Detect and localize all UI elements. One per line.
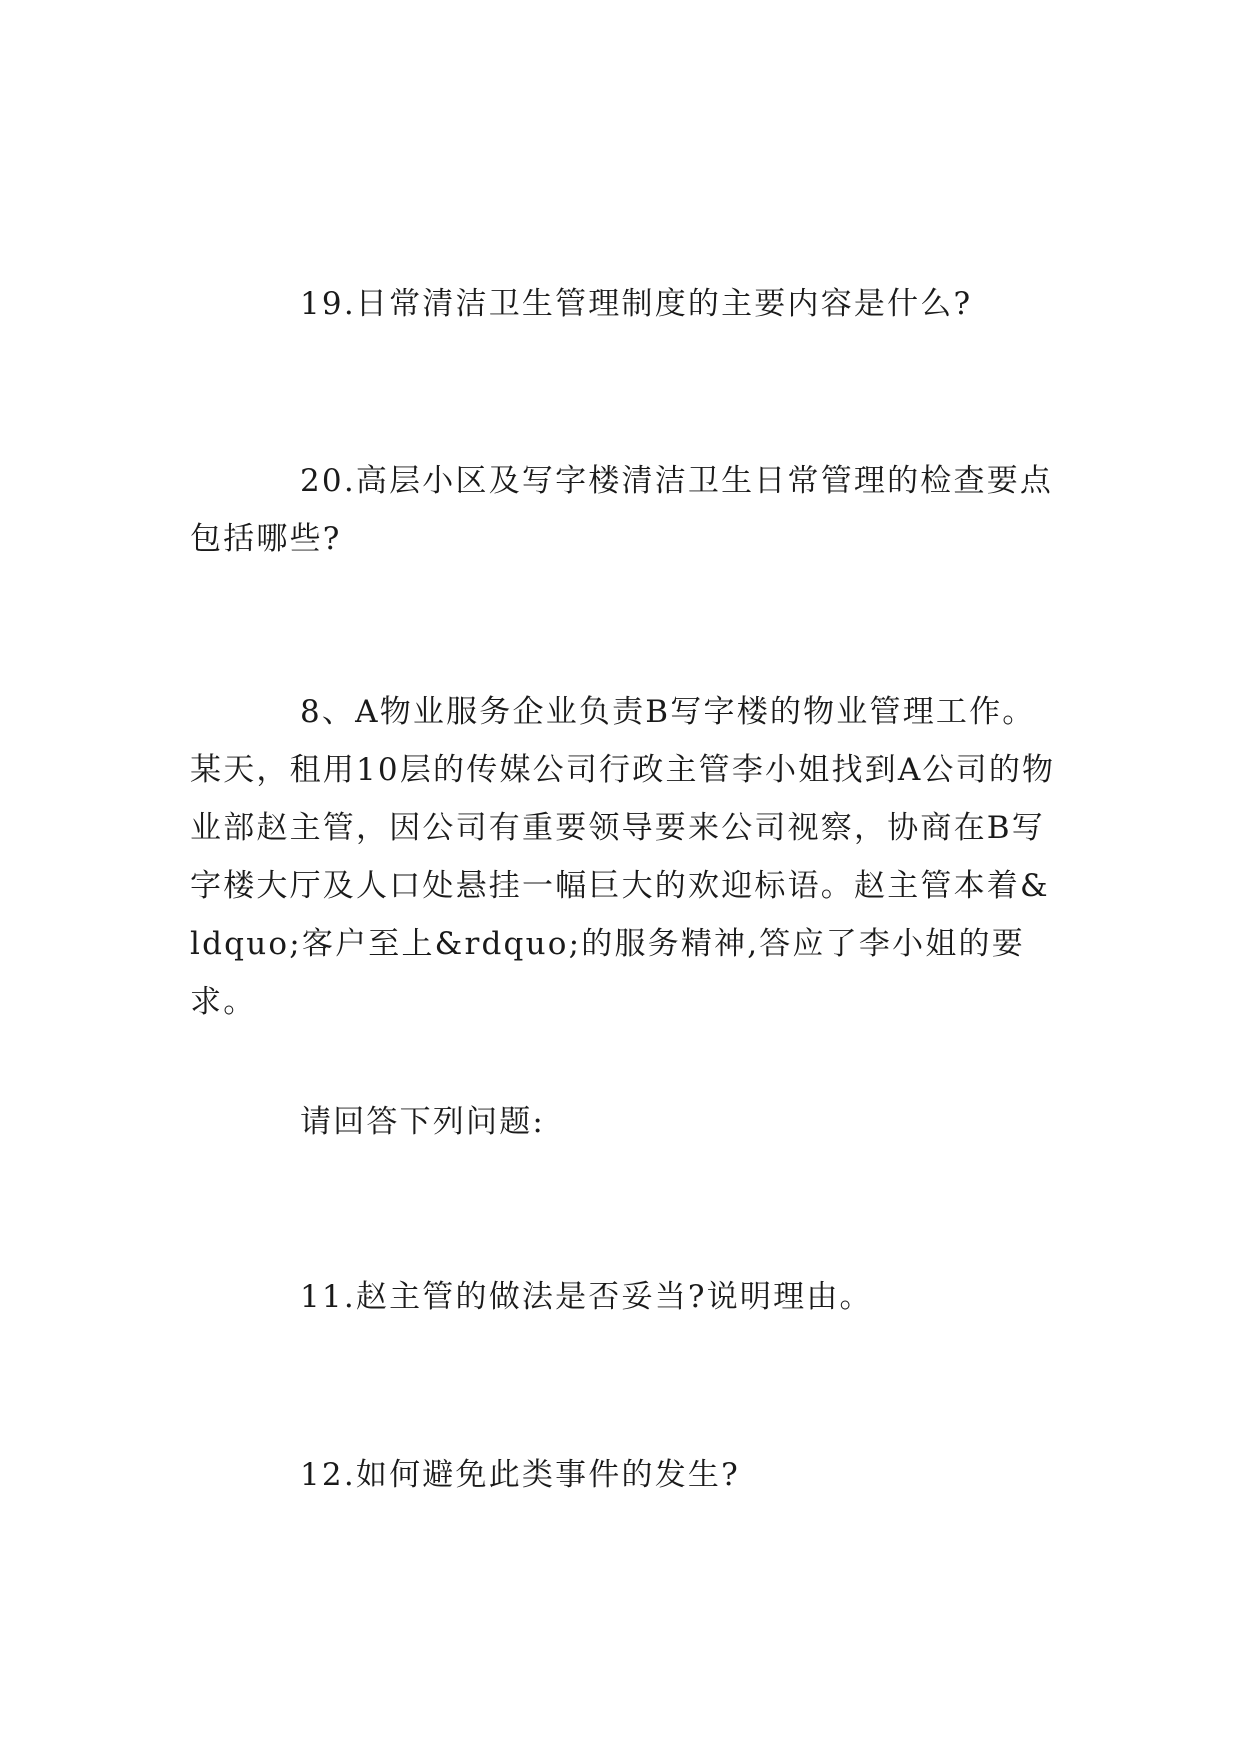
case-8-description: 8、A物业服务企业负责B写字楼的物业管理工作。某天，租用10层的传媒公司行政主管李小姐找到A公司的物业部赵主管，因公司有重要领导要来公司视察，协商在B写字楼大厅及人口处悬挂一幅巨大的欢迎标语。赵主管本着&ldquo;客户至上&rdquo;的服务精神,答应了李小姐的要求。 <box>190 694 1056 1020</box>
question-11: 11.赵主管的做法是否妥当?说明理由。 <box>300 1279 873 1315</box>
question-19: 19.日常清洁卫生管理制度的主要内容是什么? <box>300 286 973 322</box>
answer-prompt: 请回答下列问题: <box>300 1104 546 1140</box>
question-20: 20.高层小区及写字楼清洁卫生日常管理的检查要点包括哪些? <box>190 463 1054 557</box>
question-12: 12.如何避免此类事件的发生? <box>300 1457 740 1493</box>
